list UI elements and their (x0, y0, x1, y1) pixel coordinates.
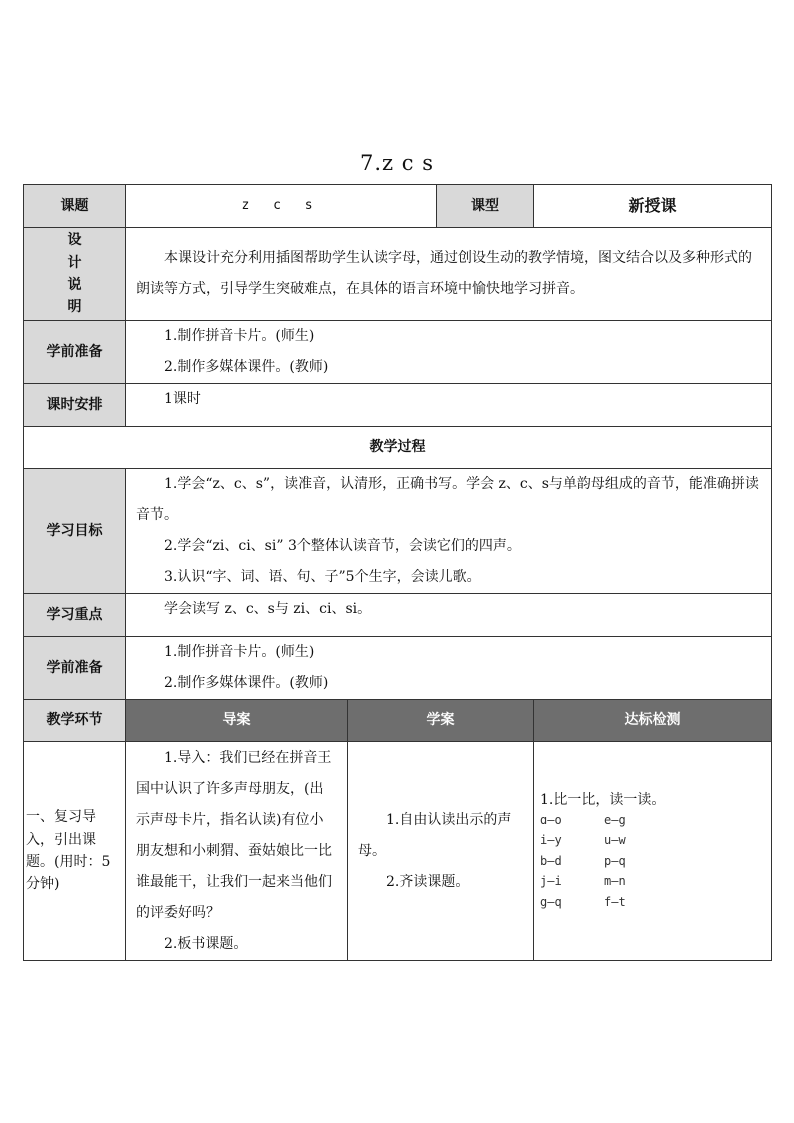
letter-pair-row (540, 830, 771, 851)
prep-item: 2.制作多媒体课件。(教师) (164, 359, 329, 375)
topic-label: 课题 (24, 185, 126, 228)
check-column-header: 达标检测 (534, 700, 772, 742)
study-item: 1.自由认读出示的声母。 (358, 811, 512, 859)
goals-label: 学习目标 (24, 469, 126, 594)
focus-label: 学习重点 (24, 594, 126, 637)
prep2-label: 学前准备 (24, 637, 126, 700)
letter-pair: ɑ—o (540, 812, 562, 827)
prep2-item: 2.制作多媒体课件。(教师) (164, 675, 329, 691)
goals-items (126, 469, 772, 594)
design-label (24, 228, 126, 321)
prep-item: 1.制作拼音卡片。(师生) (164, 328, 315, 344)
goals-row (24, 469, 772, 594)
study-column-header: 学案 (348, 700, 534, 742)
study-item: 2.齐读课题。 (386, 873, 470, 890)
process-title-row (24, 427, 772, 469)
goal-item: 3.认识“字、词、语、句、子”5个生字，会读儿歌。 (164, 569, 481, 585)
step1-check (534, 742, 772, 961)
prep-label: 学前准备 (24, 321, 126, 384)
prep2-items (126, 637, 772, 700)
letter-pair: g—q (540, 894, 562, 909)
guide-paragraph: 1.导入：我们已经在拼音王国中认识了许多声母朋友，(出示声母卡片，指名认读)有位小朋友想和小刺猬、蚕姑娘比一比谁最能干，让我们一起来当他们的评委好吗？ (136, 749, 332, 921)
column-header-row (24, 700, 772, 742)
prep-row (24, 321, 772, 384)
letter-pair-row (540, 892, 771, 913)
design-label-char: 说 (67, 277, 82, 293)
step1-guide (126, 742, 348, 961)
prep-items (126, 321, 772, 384)
letter-pair-row (540, 810, 771, 831)
topic-value: z c s (126, 185, 437, 228)
focus-row (24, 594, 772, 637)
schedule-label: 课时安排 (24, 384, 126, 427)
step1-study (348, 742, 534, 961)
prep2-item: 1.制作拼音卡片。(师生) (164, 644, 315, 660)
type-label: 课型 (437, 185, 534, 228)
goal-item: 2.学会“zi、ci、si” 3个整体认读音节，会读它们的四声。 (164, 538, 521, 554)
letter-pair: e—g (604, 812, 626, 827)
letter-pairs (534, 810, 771, 913)
design-text-cell (126, 228, 772, 321)
header-row (24, 185, 772, 228)
schedule-value: 1课时 (164, 391, 201, 407)
letter-pair: m—n (604, 874, 626, 889)
step1-stage: 一、复习导入，引出课题。(用时：5分钟) (24, 742, 126, 961)
letter-pair: j—i (540, 874, 562, 889)
document-title: 7.z c s (360, 151, 434, 175)
design-label-char: 计 (67, 254, 82, 271)
letter-pair: b—d (540, 853, 562, 868)
step1-row (24, 742, 772, 961)
design-label-char: 明 (67, 299, 82, 316)
design-label-char: 设 (67, 232, 82, 249)
letter-pair-row (540, 851, 771, 872)
focus-text: 学会读写 z、c、s与 zi、ci、si。 (164, 601, 372, 617)
letter-pair: f—t (604, 894, 626, 909)
process-title: 教学过程 (24, 427, 772, 469)
schedule-cell (126, 384, 772, 427)
design-row (24, 228, 772, 321)
focus-cell (126, 594, 772, 637)
check-lead: 1.比一比，读一读。 (540, 791, 666, 808)
goal-item: 1.学会“z、c、s”，读准音，认清形，正确书写。学会 z、c、s与单韵母组成的音节，能准确拼读音节。 (136, 476, 759, 523)
prep2-row (24, 637, 772, 700)
type-value: 新授课 (534, 185, 772, 228)
guide-paragraph: 2.板书课题。 (164, 935, 248, 952)
design-text: 本课设计充分利用插图帮助学生认读字母，通过创设生动的教学情境，图文结合以及多种形式的朗读等方式，引导学生突破难点，在具体的语言环境中愉快地学习拼音。 (136, 250, 752, 297)
letter-pair: p—q (604, 853, 626, 868)
letter-pair-row (540, 871, 771, 892)
guide-column-header: 导案 (126, 700, 348, 742)
letter-pair: u—w (604, 833, 626, 848)
lesson-plan-table (23, 184, 772, 961)
schedule-row (24, 384, 772, 427)
stage-column-header: 教学环节 (24, 700, 126, 742)
letter-pair: i—y (540, 833, 562, 848)
